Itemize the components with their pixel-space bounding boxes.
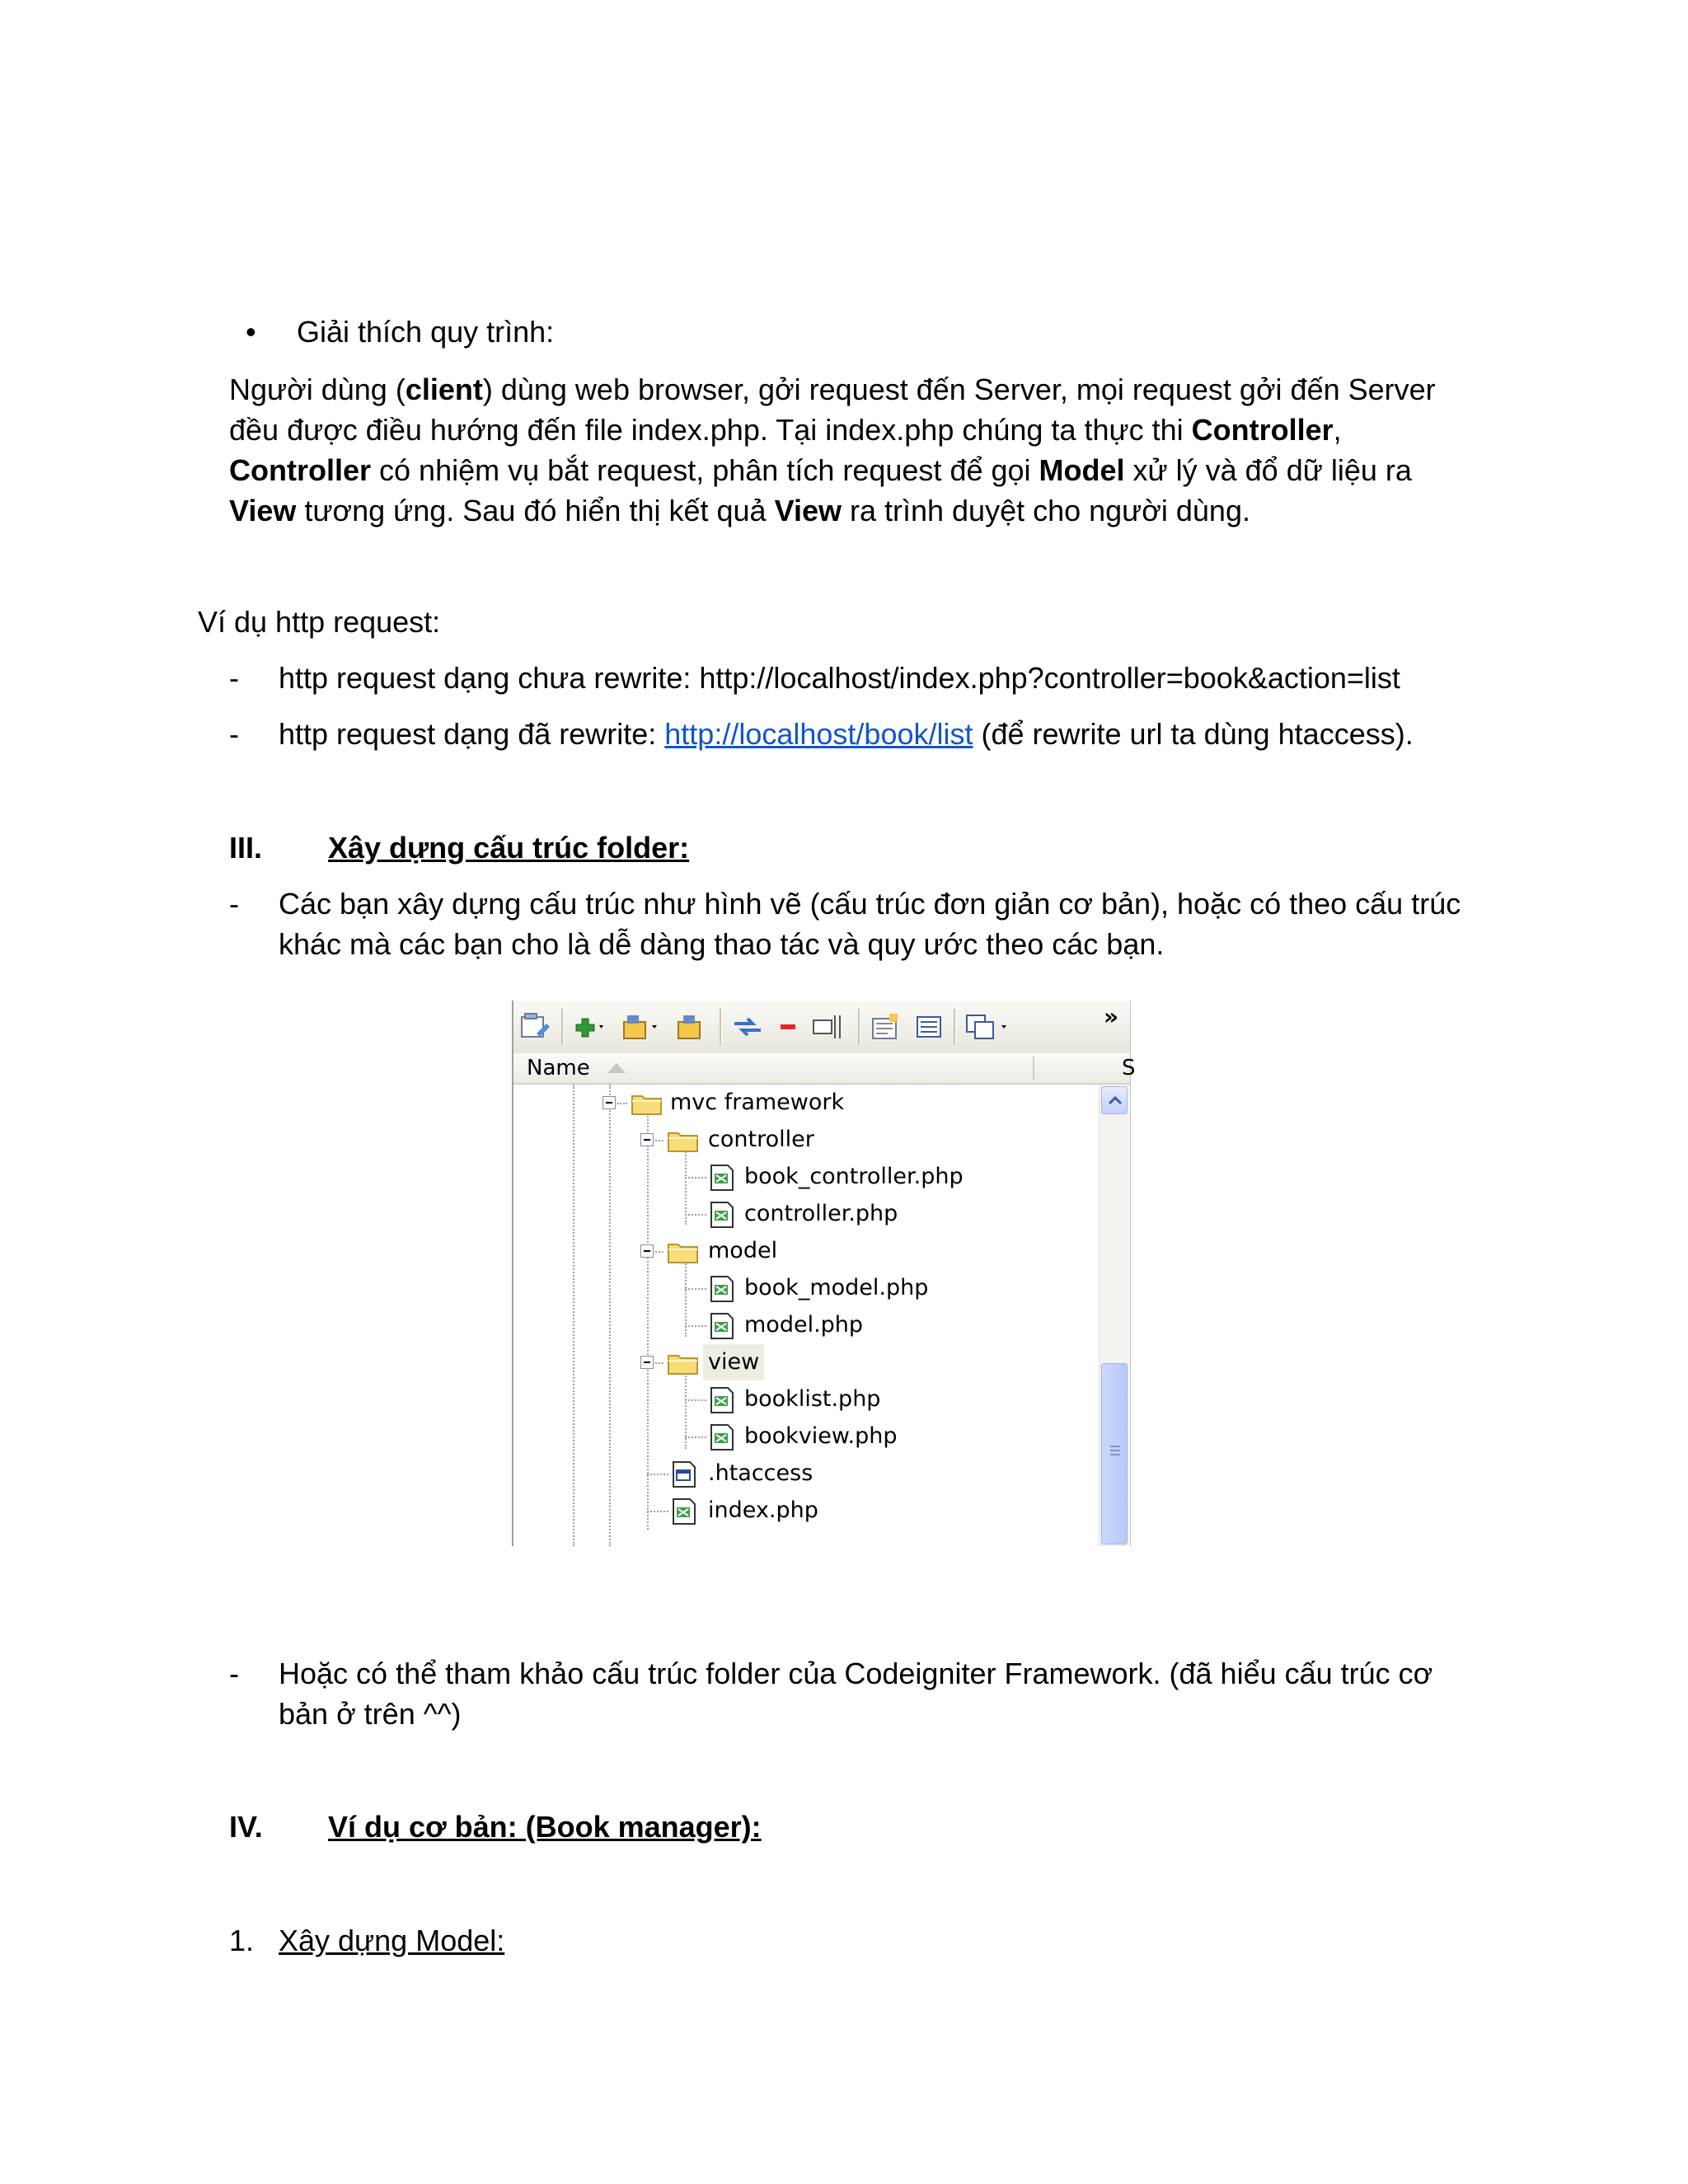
section-3-title: Xây dựng cấu trúc folder:	[328, 831, 690, 865]
tree-item-htaccess[interactable]: .htaccess	[513, 1455, 1090, 1492]
collapse-toggle[interactable]	[640, 1244, 654, 1258]
scroll-up-button[interactable]	[1101, 1086, 1128, 1114]
php-file-icon	[710, 1423, 734, 1451]
codeigniter-item: Hoặc có thể tham khảo cấu trúc folder của Codeigniter Framework. (đã hiểu cấu trúc cơ bản ở trên ^^)	[279, 1657, 1433, 1731]
chevron-more-icon[interactable]: »	[1104, 1003, 1119, 1030]
folder-explorer-screenshot	[512, 1001, 1136, 1546]
copy-icon[interactable]	[964, 1012, 1016, 1042]
tree-item-book-controller-php[interactable]: book_controller.php	[513, 1159, 1090, 1195]
php-file-icon	[672, 1497, 696, 1526]
cut-icon[interactable]	[810, 1012, 846, 1042]
section-4-number: IV.	[229, 1810, 263, 1844]
folder-icon	[667, 1128, 700, 1153]
view-icon[interactable]	[912, 1012, 945, 1042]
bullet-glyph: •	[246, 315, 256, 349]
section-4-title: Ví dụ cơ bản: (Book manager):	[328, 1810, 762, 1844]
tree-item-book-model-php[interactable]: book_model.php	[513, 1270, 1090, 1306]
php-file-icon	[710, 1386, 734, 1414]
download-icon[interactable]	[673, 1012, 710, 1042]
config-file-icon	[672, 1460, 696, 1488]
properties-icon[interactable]	[868, 1012, 904, 1042]
folder-icon	[667, 1240, 700, 1264]
folder-up-icon[interactable]	[520, 1012, 553, 1042]
tree-item-controller-php[interactable]: controller.php	[513, 1196, 1090, 1232]
chevron-up-icon	[1107, 1094, 1123, 1107]
grip-icon	[1109, 1443, 1122, 1460]
php-file-icon	[710, 1201, 734, 1229]
folder-icon	[667, 1351, 700, 1376]
delete-icon[interactable]	[776, 1012, 800, 1042]
explorer-toolbar	[513, 1001, 1130, 1054]
php-file-icon	[710, 1275, 734, 1303]
folder-icon	[631, 1091, 663, 1116]
tree-item-model-php[interactable]: model.php	[513, 1307, 1090, 1343]
bullet-heading: Giải thích quy trình:	[297, 315, 555, 349]
example-item-rewritten: http request dạng đã rewrite: http://localhost/book/list (để rewrite url ta dùng htaccess).	[279, 717, 1414, 751]
collapse-toggle[interactable]	[640, 1133, 654, 1146]
sync-icon[interactable]	[729, 1012, 766, 1042]
section-3-item: Các bạn xây dựng cấu trúc như hình vẽ (cấu trúc đơn giản cơ bản), hoặc có theo cấu trúc khác mà các bạn cho là dễ dàng thao tác và quy ước theo các bạn.	[279, 887, 1461, 961]
localhost-book-list-link[interactable]: http://localhost/book/list	[664, 717, 973, 751]
dash-glyph: -	[229, 661, 239, 695]
tree-item-controller[interactable]: controller	[513, 1122, 1090, 1158]
section-3-number: III.	[229, 831, 263, 865]
size-column-header[interactable]: S	[1122, 1056, 1136, 1080]
vertical-scrollbar[interactable]	[1099, 1085, 1129, 1546]
scrollbar-thumb[interactable]	[1101, 1363, 1128, 1544]
step-1-title: Xây dựng Model:	[279, 1924, 505, 1957]
step-1-number: 1.	[229, 1924, 255, 1957]
dash-glyph: -	[229, 1657, 239, 1690]
folder-tree	[513, 1085, 1099, 1546]
add-icon[interactable]	[574, 1012, 607, 1042]
php-file-icon	[710, 1312, 734, 1340]
collapse-toggle[interactable]	[640, 1356, 654, 1369]
tree-item-bookview-php[interactable]: bookview.php	[513, 1418, 1090, 1455]
example-item-unrewritten: http request dạng chưa rewrite: http://localhost/index.php?controller=book&action=list	[279, 661, 1400, 695]
tree-item-booklist-php[interactable]: booklist.php	[513, 1381, 1090, 1418]
name-column-header[interactable]: Name S	[513, 1053, 1130, 1085]
dash-glyph: -	[229, 887, 239, 921]
process-paragraph: Người dùng (client) dùng web browser, gởi request đến Server, mọi request gởi đến Server đều được điều hướng đến file index.php. Tại index.php chúng ta thực thi Controller, Controller có nhiệm vụ bắt request, phân tích request để gọi Model xử lý và đổ dữ liệu ra View tương ứng. Sau đó hiển thị kết quả View ra trình duyệt cho người dùng.	[229, 373, 1436, 527]
tree-item-model[interactable]: model	[513, 1233, 1090, 1269]
dash-glyph: -	[229, 717, 239, 751]
upload-icon[interactable]	[621, 1012, 662, 1042]
tree-item-index-php[interactable]: index.php	[513, 1493, 1090, 1529]
tree-item-view[interactable]: view	[513, 1344, 1090, 1380]
php-file-icon	[710, 1164, 734, 1192]
sort-ascending-icon	[606, 1062, 627, 1075]
collapse-toggle[interactable]	[603, 1096, 616, 1109]
tree-item-mvc-framework[interactable]: mvc framework	[513, 1085, 1090, 1121]
example-title: Ví dụ http request:	[198, 605, 441, 639]
